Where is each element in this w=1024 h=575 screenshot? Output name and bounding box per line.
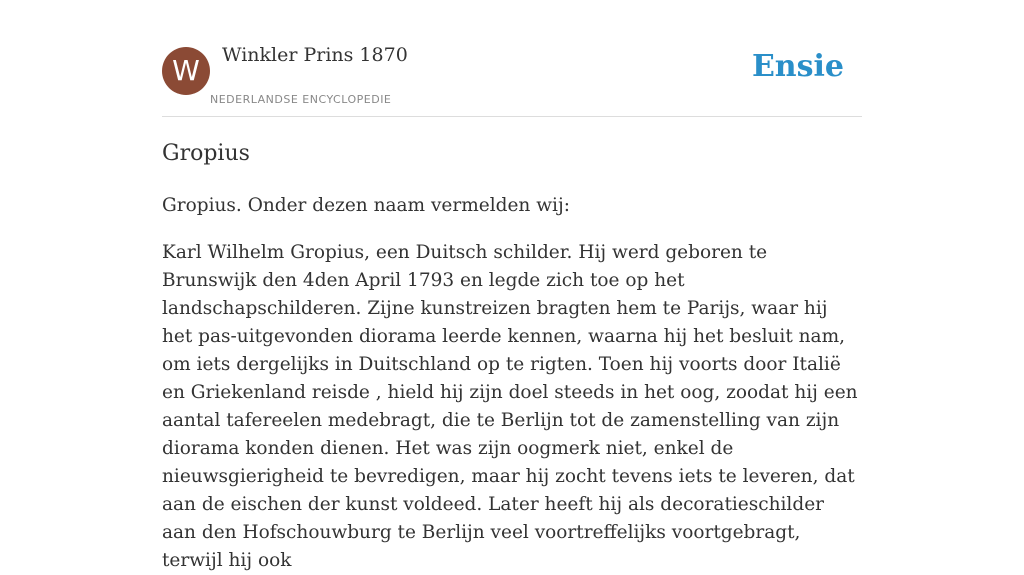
source-avatar[interactable]: W — [162, 47, 210, 95]
brand-logo-link[interactable]: Ensie — [751, 49, 844, 84]
article-title: Gropius — [162, 141, 250, 166]
article-intro: Gropius. Onder dezen naam vermelden wij: — [162, 195, 570, 216]
source-title[interactable]: Winkler Prins 1870 — [222, 44, 408, 66]
article-body: Karl Wilhelm Gropius, een Duitsch schilder. Hij werd geboren te Brunswijk den 4den April 1793 en legde zich toe op het landschapschilderen. Zijne kunstreizen bragten hem te Parijs, waar hij het pas-uitgevonden diorama leerde kennen, waarna hij het besluit nam, om iets dergelijks in Duitschland op te rigten. Toen hij voorts door Italië en Griekenland reisde , hield hij zijn doel steeds in het oog, zoodat hij een aantal tafereelen medebragt, die te Berlijn tot de zamenstelling van zijn diorama konden dienen. Het was zijn oogmerk niet, enkel de nieuwsgierigheid te bevredigen, maar hij zocht tevens iets te leveren, dat aan de eischen der kunst voldeed. Later heeft hij als decoratieschilder aan den Hofschouwburg te Berlijn veel voortreffelijks voortgebragt, terwijl hij ook — [162, 242, 858, 571]
source-subtitle: NEDERLANDSE ENCYCLOPEDIE — [210, 93, 392, 106]
article — [162, 138, 862, 575]
site-header — [162, 0, 862, 117]
